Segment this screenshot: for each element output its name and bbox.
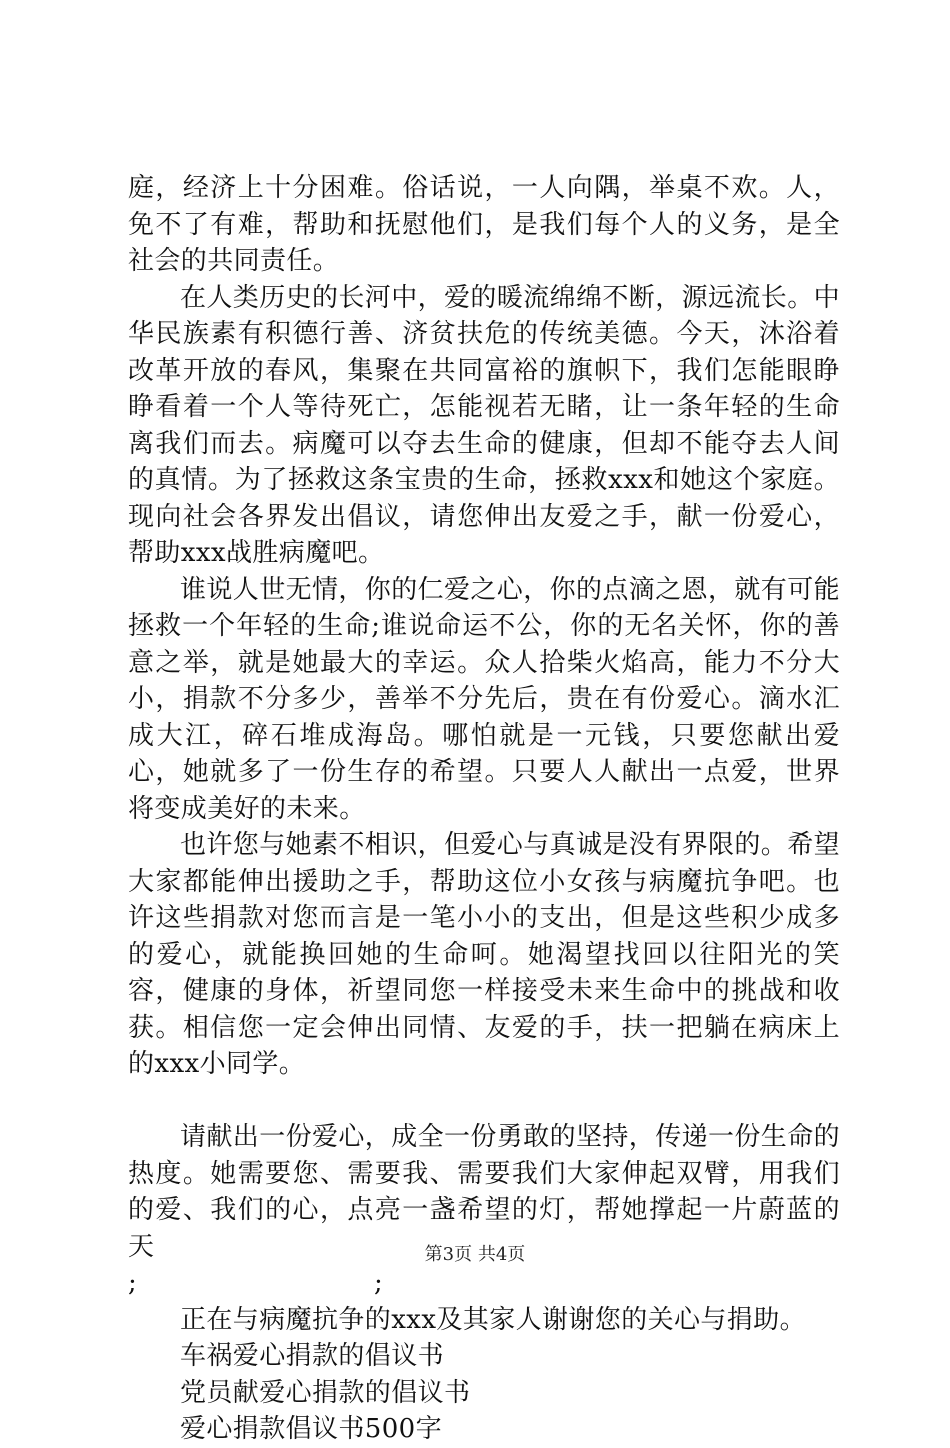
paragraph: 在人类历史的长河中，爱的暖流绵绵不断，源远流长。中华民族素有积德行善、济贫扶危的传统美德。今天，沐浴着改革开放的春风，集聚在共同富裕的旗帜下，我们怎能眼睁睁看着一个人等待死亡，怎能视若无睹，让一条年轻的生命离我们而去。病魔可以夺去生命的健康，但却不能夺去人间的真情。为了拯救这条宝贵的生命，拯救xxx和她这个家庭。现向社会各界发出倡议，请您伸出友爱之手，献一份爱心，帮助xxx战胜病魔吧。: [128, 282, 841, 568]
related-title: 车祸爱心捐款的倡议书: [180, 1341, 445, 1371]
semicolon-line: [128, 1265, 840, 1302]
closing-line: 正在与病魔抗争的xxx及其家人谢谢您的关心与捐助。: [180, 1304, 806, 1335]
related-title: 党员献爱心捐款的倡议书: [180, 1377, 471, 1408]
semicolon: ;: [128, 1268, 138, 1298]
page-number-footer: 第3页 共4页: [424, 1244, 526, 1265]
paragraph: 庭，经济上十分困难。俗话说，一人向隅，举桌不欢。人，免不了有难，帮助和抚慰他们，是我们每个人的义务，是全社会的共同责任。: [128, 173, 840, 276]
paragraph: 谁说人世无情，你的仁爱之心，你的点滴之恩，就有可能拯救一个年轻的生命;谁说命运不公，你的无名关怀，你的善意之举，就是她最大的幸运。众人拾柴火焰高，能力不分大小，捐款不分多少，善举不分先后，贵在有份爱心。滴水汇成大江，碎石堆成海岛。哪怕就是一元钱，只要您献出爱心，她就多了一份生存的希望。只要人人献出一点爱，世界将变成美好的未来。: [128, 574, 841, 824]
semicolon: ;: [374, 1268, 384, 1298]
related-title: 爱心捐款倡议书500字: [180, 1414, 443, 1444]
paragraph: 请献出一份爱心，成全一份勇敢的坚持，传递一份生命的热度。她需要您、需要我、需要我们大家伸起双臂，用我们的爱、我们的心，点亮一盏希望的灯，帮她撑起一片蔚蓝的天: [128, 1122, 841, 1262]
paragraph: 也许您与她素不相识，但爱心与真诚是没有界限的。希望大家都能伸出援助之手，帮助这位小女孩与病魔抗争吧。也许这些捐款对您而言是一笔小小的支出，但是这些积少成多的爱心，就能换回她的生命呵。她渴望找回以往阳光的笑容，健康的身体，祈望同您一样接受未来生命中的挑战和收获。相信您一定会伸出同情、友爱的手，扶一把躺在病床上的xxx小同学。: [128, 830, 841, 1079]
blank-line: [128, 1083, 840, 1120]
